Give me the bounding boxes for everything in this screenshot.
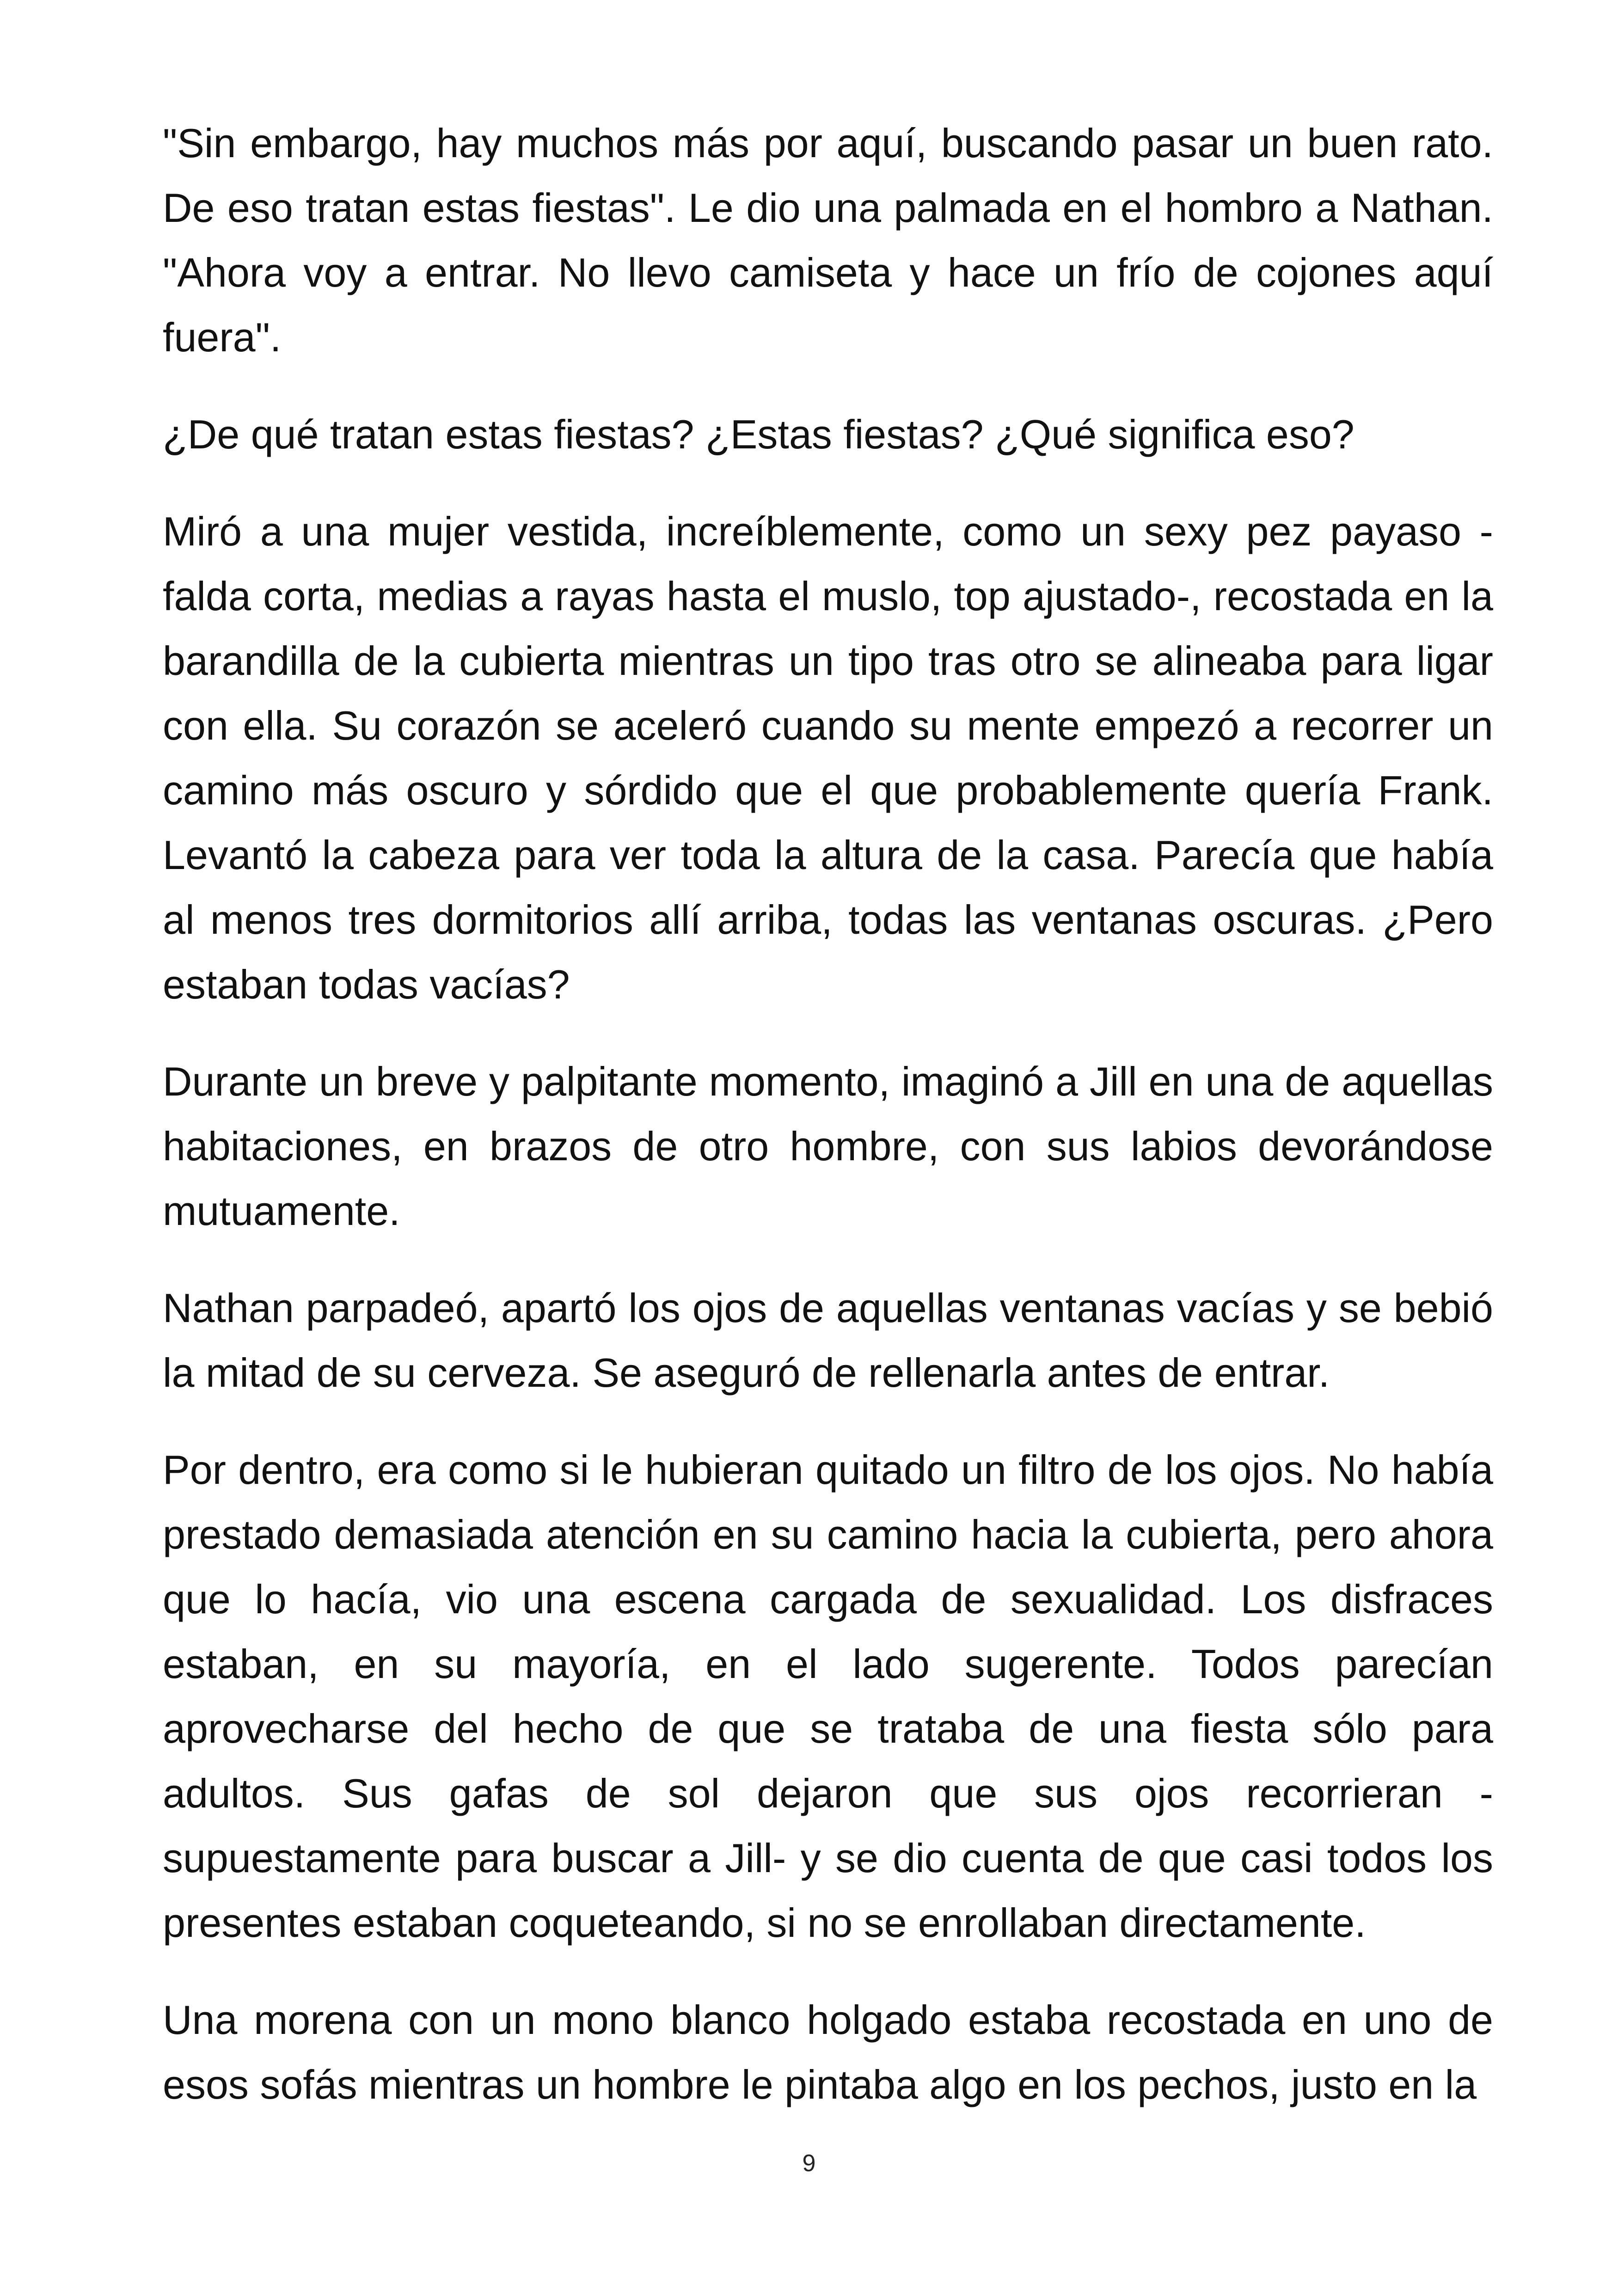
paragraph-5: Nathan parpadeó, apartó los ojos de aquellas ventanas vacías y se bebió la mitad de su cerveza. Se aseguró de rellenarla antes de entrar. [163,1285,1493,1396]
paragraph-3: Miró a una mujer vestida, increíblemente, como un sexy pez payaso - falda corta, medias a rayas hasta el muslo, top ajustado-, recostada en la barandilla de la cubierta mientras un tipo tras otro se alineaba para ligar con ella. Su corazón se aceleró cuando su mente empezó a recorrer un camino más oscuro y sórdido que el que probablemente quería Frank. Levantó la cabeza para ver toda la altura de la casa. Parecía que había al menos tres dormitorios allí arriba, todas las ventanas oscuras. ¿Pero estaban todas vacías? [163,508,1493,1007]
paragraph-7: Una morena con un mono blanco holgado estaba recostada en uno de esos sofás mientras un hombre le pintaba algo en los pechos, justo en la [163,1997,1493,2107]
paragraph-1: "Sin embargo, hay muchos más por aquí, buscando pasar un buen rato. De eso tratan estas fiestas". Le dio una palmada en el hombro a Nathan. "Ahora voy a entrar. No llevo camiseta y hace un frío de cojones aquí fuera". [163,120,1493,360]
page-number: 9 [802,2150,816,2177]
paragraph-4: Durante un breve y palpitante momento, imaginó a Jill en una de aquellas habitaciones, en brazos de otro hombre, con sus labios devorándose mutuamente. [163,1059,1493,1234]
paragraph-2: ¿De qué tratan estas fiestas? ¿Estas fiestas? ¿Qué significa eso? [163,411,1354,457]
body-text [163,111,1493,2149]
paragraph-6: Por dentro, era como si le hubieran quitado un filtro de los ojos. No había prestado demasiada atención en su camino hacia la cubierta, pero ahora que lo hacía, vio una escena cargada de sexualidad. Los disfraces estaban, en su mayoría, en el lado sugerente. Todos parecían aprovecharse del hecho de que se trataba de una fiesta sólo para adultos. Sus gafas de sol dejaron que sus ojos recorrieran - supuestamente para buscar a Jill- y se dio cuenta de que casi todos los presentes estaban coqueteando, si no se enrollaban directamente. [163,1447,1493,1946]
